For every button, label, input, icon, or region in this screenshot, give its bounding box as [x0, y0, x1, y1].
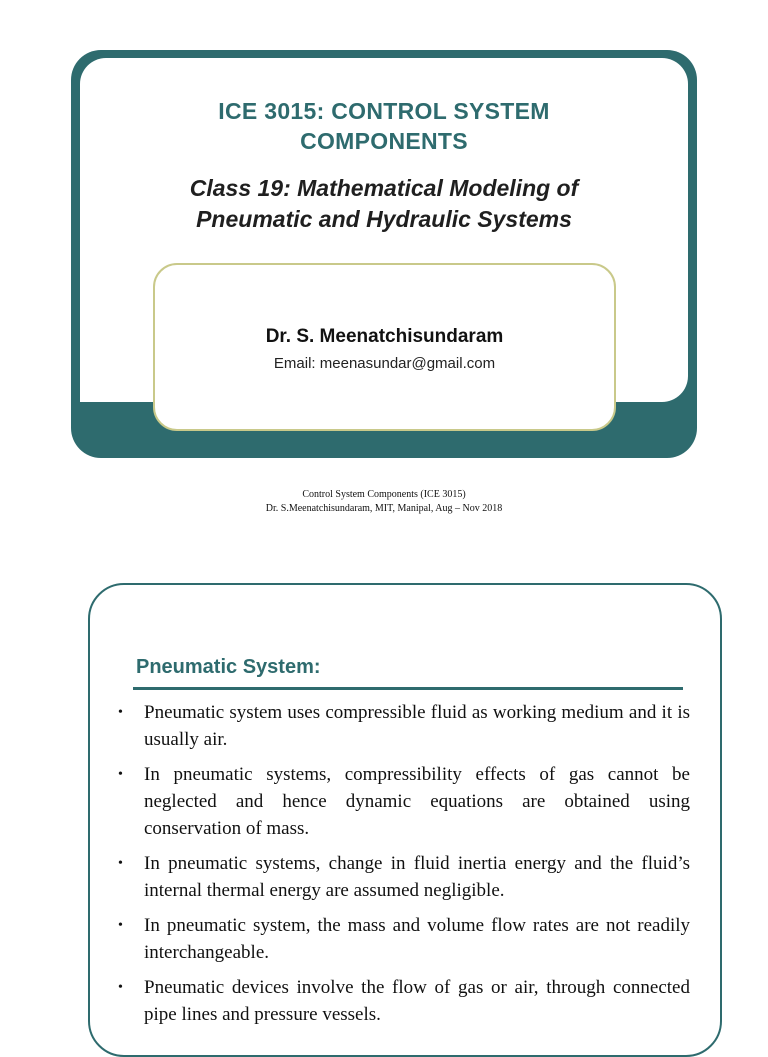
- bullet-text: In pneumatic systems, compressibility effects of gas cannot be neglected and hence dynamic equations are obtained using conservation of mass.: [144, 764, 690, 839]
- bullet-text: In pneumatic system, the mass and volume flow rates are not readily interchangeable.: [144, 915, 690, 963]
- caption-line2: Dr. S.Meenatchisundaram, MIT, Manipal, Aug – Nov 2018: [265, 503, 503, 514]
- section-heading: Pneumatic System:: [136, 656, 321, 678]
- course-title-line2: COMPONENTS: [300, 128, 468, 154]
- bullet-list: [118, 699, 690, 1036]
- list-item: [118, 974, 690, 1028]
- author-name: Dr. S. Meenatchisundaram: [265, 326, 504, 347]
- class-title-line1: Class 19: Mathematical Modeling of: [189, 175, 579, 201]
- list-item: [118, 912, 690, 966]
- bullet-icon: •: [118, 918, 123, 933]
- list-item: [118, 699, 690, 753]
- bullet-icon: •: [118, 767, 123, 782]
- class-title-line2: Pneumatic and Hydraulic Systems: [196, 206, 572, 232]
- bullet-text: Pneumatic system uses compressible fluid as working medium and it is usually air.: [144, 702, 690, 750]
- bullet-icon: •: [118, 705, 123, 720]
- list-item: [118, 850, 690, 904]
- author-email: Email: meenasundar@gmail.com: [273, 355, 496, 372]
- caption-line1: Control System Components (ICE 3015): [302, 489, 466, 500]
- bullet-icon: •: [118, 980, 123, 995]
- bullet-text: Pneumatic devices involve the flow of gas or air, through connected pipe lines and pressure vessels.: [144, 977, 690, 1025]
- bullet-icon: •: [118, 856, 123, 871]
- course-title: [80, 96, 688, 156]
- bullet-text: In pneumatic systems, change in fluid inertia energy and the fluid’s internal thermal energy are assumed negligible.: [144, 853, 690, 901]
- list-item: [118, 761, 690, 842]
- course-title-line1: ICE 3015: CONTROL SYSTEM: [218, 98, 550, 124]
- heading-underline: [133, 687, 683, 690]
- class-title: [80, 173, 688, 235]
- page-caption: [0, 488, 768, 516]
